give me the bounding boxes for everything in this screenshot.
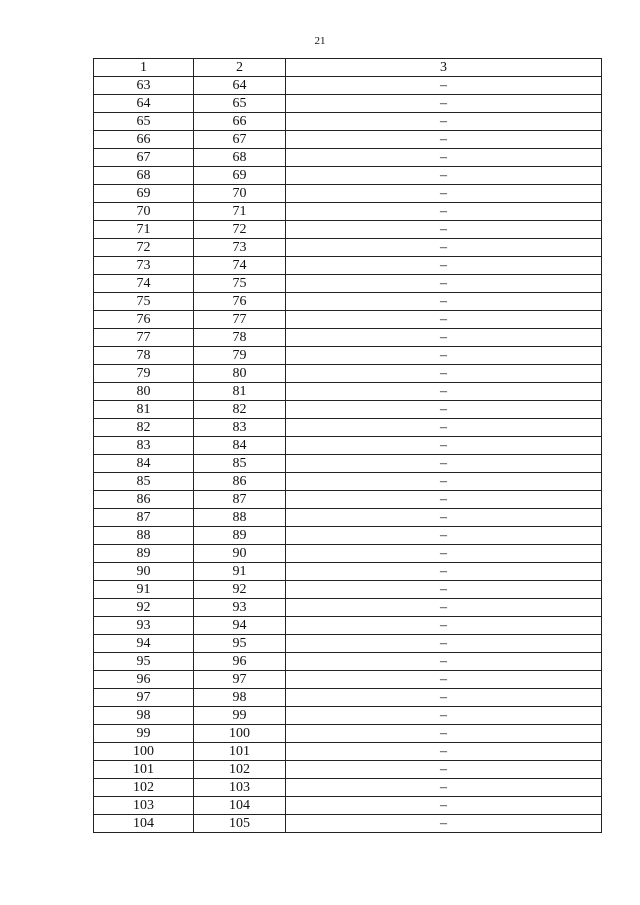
table-row xyxy=(94,797,602,815)
table-cell-col1: 74 xyxy=(94,275,194,293)
table-header xyxy=(94,59,602,77)
table-row xyxy=(94,401,602,419)
table-cell-col3: – xyxy=(286,113,602,131)
table-cell-col1: 90 xyxy=(94,563,194,581)
table-cell-col2: 67 xyxy=(194,131,286,149)
table-cell-col2: 102 xyxy=(194,761,286,779)
table-cell-col1: 87 xyxy=(94,509,194,527)
table-cell-col3: – xyxy=(286,311,602,329)
table-cell-col1: 93 xyxy=(94,617,194,635)
table-cell-col2: 75 xyxy=(194,275,286,293)
table-cell-col2: 82 xyxy=(194,401,286,419)
table-cell-col3: – xyxy=(286,419,602,437)
column-header-2: 2 xyxy=(194,59,286,77)
table-row xyxy=(94,221,602,239)
table-cell-col2: 99 xyxy=(194,707,286,725)
table-cell-col1: 63 xyxy=(94,77,194,95)
table-cell-col2: 86 xyxy=(194,473,286,491)
table-cell-col3: – xyxy=(286,185,602,203)
table-cell-col2: 88 xyxy=(194,509,286,527)
table-cell-col1: 101 xyxy=(94,761,194,779)
column-header-1: 1 xyxy=(94,59,194,77)
table-cell-col3: – xyxy=(286,275,602,293)
page-number: 21 xyxy=(314,35,326,47)
table-cell-col3: – xyxy=(286,545,602,563)
table-cell-col3: – xyxy=(286,491,602,509)
column-header-3: 3 xyxy=(286,59,602,77)
table-row xyxy=(94,311,602,329)
table-cell-col3: – xyxy=(286,635,602,653)
table-cell-col2: 64 xyxy=(194,77,286,95)
table-cell-col2: 94 xyxy=(194,617,286,635)
table-cell-col2: 104 xyxy=(194,797,286,815)
table-cell-col1: 72 xyxy=(94,239,194,257)
table-cell-col2: 92 xyxy=(194,581,286,599)
header-row xyxy=(94,59,602,77)
table-cell-col2: 79 xyxy=(194,347,286,365)
table-cell-col2: 69 xyxy=(194,167,286,185)
data-table xyxy=(93,58,602,833)
table-row xyxy=(94,527,602,545)
table-cell-col1: 103 xyxy=(94,797,194,815)
table-row xyxy=(94,167,602,185)
table-cell-col3: – xyxy=(286,527,602,545)
table-cell-col3: – xyxy=(286,707,602,725)
table-cell-col3: – xyxy=(286,761,602,779)
table-cell-col2: 81 xyxy=(194,383,286,401)
table-cell-col2: 68 xyxy=(194,149,286,167)
table-cell-col3: – xyxy=(286,257,602,275)
table-cell-col3: – xyxy=(286,131,602,149)
table-cell-col1: 86 xyxy=(94,491,194,509)
table-cell-col2: 80 xyxy=(194,365,286,383)
table-cell-col2: 91 xyxy=(194,563,286,581)
table-cell-col1: 95 xyxy=(94,653,194,671)
table-cell-col2: 93 xyxy=(194,599,286,617)
table-cell-col2: 72 xyxy=(194,221,286,239)
table-cell-col3: – xyxy=(286,437,602,455)
table-row xyxy=(94,635,602,653)
table-row xyxy=(94,509,602,527)
table-cell-col1: 102 xyxy=(94,779,194,797)
table-row xyxy=(94,563,602,581)
table-cell-col2: 87 xyxy=(194,491,286,509)
table-cell-col1: 83 xyxy=(94,437,194,455)
table-row xyxy=(94,383,602,401)
table-row xyxy=(94,815,602,833)
table-cell-col2: 74 xyxy=(194,257,286,275)
table-row xyxy=(94,131,602,149)
table-cell-col1: 65 xyxy=(94,113,194,131)
table-row xyxy=(94,203,602,221)
table-cell-col2: 90 xyxy=(194,545,286,563)
table-row xyxy=(94,455,602,473)
table-cell-col1: 66 xyxy=(94,131,194,149)
table-cell-col1: 78 xyxy=(94,347,194,365)
table-row xyxy=(94,347,602,365)
table-cell-col2: 97 xyxy=(194,671,286,689)
table-cell-col2: 84 xyxy=(194,437,286,455)
table-cell-col1: 88 xyxy=(94,527,194,545)
table-cell-col1: 70 xyxy=(94,203,194,221)
table-cell-col1: 69 xyxy=(94,185,194,203)
table-cell-col2: 66 xyxy=(194,113,286,131)
table-row xyxy=(94,95,602,113)
table-cell-col2: 96 xyxy=(194,653,286,671)
table-cell-col3: – xyxy=(286,725,602,743)
table-cell-col3: – xyxy=(286,581,602,599)
table-cell-col3: – xyxy=(286,599,602,617)
table-cell-col2: 100 xyxy=(194,725,286,743)
table-cell-col1: 91 xyxy=(94,581,194,599)
table-cell-col3: – xyxy=(286,365,602,383)
table-cell-col1: 99 xyxy=(94,725,194,743)
table-row xyxy=(94,113,602,131)
table-row xyxy=(94,293,602,311)
table-row xyxy=(94,689,602,707)
table-cell-col2: 78 xyxy=(194,329,286,347)
table-row xyxy=(94,491,602,509)
table-row xyxy=(94,257,602,275)
table-cell-col3: – xyxy=(286,743,602,761)
table-cell-col2: 89 xyxy=(194,527,286,545)
table-cell-col2: 101 xyxy=(194,743,286,761)
table-cell-col1: 81 xyxy=(94,401,194,419)
table-cell-col2: 65 xyxy=(194,95,286,113)
table-cell-col1: 77 xyxy=(94,329,194,347)
table-cell-col2: 98 xyxy=(194,689,286,707)
table-row xyxy=(94,437,602,455)
table-cell-col3: – xyxy=(286,239,602,257)
table-cell-col3: – xyxy=(286,329,602,347)
table-row xyxy=(94,581,602,599)
table-row xyxy=(94,743,602,761)
table-cell-col2: 77 xyxy=(194,311,286,329)
table-row xyxy=(94,545,602,563)
table-body xyxy=(94,77,602,833)
table-row xyxy=(94,653,602,671)
table-cell-col1: 94 xyxy=(94,635,194,653)
table-cell-col1: 82 xyxy=(94,419,194,437)
table-cell-col1: 100 xyxy=(94,743,194,761)
table-cell-col1: 96 xyxy=(94,671,194,689)
table-row xyxy=(94,707,602,725)
table-cell-col3: – xyxy=(286,455,602,473)
table-cell-col1: 80 xyxy=(94,383,194,401)
table-cell-col3: – xyxy=(286,293,602,311)
table-cell-col3: – xyxy=(286,509,602,527)
table-cell-col1: 85 xyxy=(94,473,194,491)
table-cell-col3: – xyxy=(286,779,602,797)
table-cell-col2: 71 xyxy=(194,203,286,221)
table-cell-col1: 97 xyxy=(94,689,194,707)
table-row xyxy=(94,77,602,95)
table-cell-col2: 103 xyxy=(194,779,286,797)
table-cell-col1: 73 xyxy=(94,257,194,275)
table-cell-col1: 76 xyxy=(94,311,194,329)
table-cell-col2: 70 xyxy=(194,185,286,203)
table-cell-col3: – xyxy=(286,473,602,491)
table-row xyxy=(94,599,602,617)
table-row xyxy=(94,725,602,743)
table-cell-col3: – xyxy=(286,653,602,671)
table-cell-col1: 75 xyxy=(94,293,194,311)
table-cell-col3: – xyxy=(286,95,602,113)
table-cell-col3: – xyxy=(286,149,602,167)
table-cell-col2: 83 xyxy=(194,419,286,437)
table-row xyxy=(94,779,602,797)
table-cell-col3: – xyxy=(286,401,602,419)
table-row xyxy=(94,473,602,491)
table-cell-col1: 98 xyxy=(94,707,194,725)
table-row xyxy=(94,185,602,203)
table-cell-col3: – xyxy=(286,797,602,815)
table-cell-col1: 84 xyxy=(94,455,194,473)
table-cell-col1: 92 xyxy=(94,599,194,617)
table-cell-col3: – xyxy=(286,77,602,95)
table-cell-col3: – xyxy=(286,347,602,365)
table-cell-col1: 67 xyxy=(94,149,194,167)
table-cell-col3: – xyxy=(286,815,602,833)
table-cell-col1: 64 xyxy=(94,95,194,113)
table-cell-col1: 104 xyxy=(94,815,194,833)
table-row xyxy=(94,419,602,437)
table-cell-col3: – xyxy=(286,221,602,239)
table-cell-col3: – xyxy=(286,203,602,221)
table-cell-col2: 105 xyxy=(194,815,286,833)
table-row xyxy=(94,617,602,635)
table-cell-col1: 71 xyxy=(94,221,194,239)
table-row xyxy=(94,275,602,293)
table-cell-col2: 76 xyxy=(194,293,286,311)
table-cell-col2: 95 xyxy=(194,635,286,653)
table-cell-col3: – xyxy=(286,617,602,635)
table-row xyxy=(94,365,602,383)
table-cell-col1: 68 xyxy=(94,167,194,185)
table-cell-col3: – xyxy=(286,671,602,689)
table-row xyxy=(94,239,602,257)
table-cell-col2: 73 xyxy=(194,239,286,257)
table-cell-col3: – xyxy=(286,383,602,401)
table-cell-col3: – xyxy=(286,167,602,185)
table-cell-col1: 89 xyxy=(94,545,194,563)
table-cell-col1: 79 xyxy=(94,365,194,383)
table-row xyxy=(94,149,602,167)
table-cell-col3: – xyxy=(286,563,602,581)
table-cell-col2: 85 xyxy=(194,455,286,473)
table-row xyxy=(94,761,602,779)
table-row xyxy=(94,329,602,347)
table-cell-col3: – xyxy=(286,689,602,707)
table-row xyxy=(94,671,602,689)
